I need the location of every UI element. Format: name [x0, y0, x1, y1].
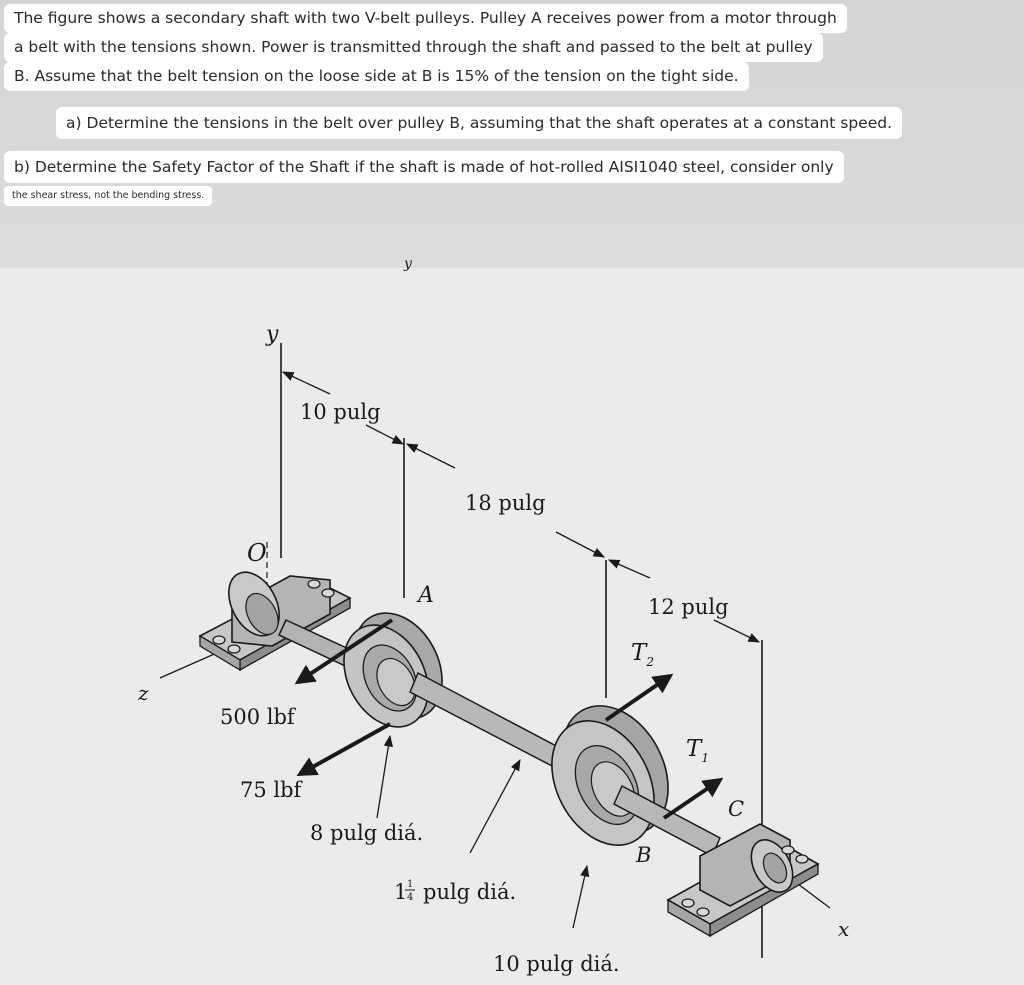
svg-text:4: 4 — [407, 892, 414, 903]
svg-text:1: 1 — [394, 880, 408, 904]
shaft-diagram — [0, 256, 1024, 985]
dim-10-label: 10 pulg — [300, 400, 381, 424]
leader-pulley-a — [377, 736, 390, 818]
stray-mark: y — [404, 256, 412, 272]
dim-18-arrow-left — [407, 444, 455, 468]
pulley-b-diameter-label: 10 pulg diá. — [493, 952, 620, 976]
part-b-question: b) Determine the Safety Factor of the Shaft if the shaft is made of hot-rolled AISI1040 steel, consider only — [4, 151, 844, 183]
part-a-question: a) Determine the tensions in the belt over pulley B, assuming that the shaft operates at a constant speed. — [56, 107, 902, 139]
leader-shaft — [470, 760, 520, 853]
intro-line-1: The figure shows a secondary shaft with two V-belt pulleys. Pulley A receives power from a motor through — [4, 4, 847, 33]
dim-12-arrow-right — [714, 620, 759, 642]
tension-t1-label: $T_1$ — [686, 736, 709, 765]
y-axis-label: y — [266, 322, 279, 347]
pulley-a-diameter-label: 8 pulg diá. — [310, 821, 424, 845]
svg-text:1: 1 — [407, 879, 414, 890]
dim-10-arrow-left — [283, 372, 330, 394]
origin-label: O — [247, 539, 267, 567]
force-75-label: 75 lbf — [240, 778, 302, 802]
force-500-label: 500 lbf — [220, 705, 295, 729]
pulley-a — [327, 598, 460, 742]
point-c-label: C — [728, 797, 745, 821]
shaft-segment-ab — [410, 673, 560, 766]
pulley-b — [531, 687, 689, 862]
shaft-diameter-label — [394, 879, 516, 904]
dim-12-label: 12 pulg — [648, 595, 729, 619]
x-axis-label: x — [838, 917, 850, 941]
tension-t2-label: $T_2$ — [631, 640, 654, 669]
svg-text:pulg diá.: pulg diá. — [423, 880, 517, 904]
tension-t2-arrow — [606, 676, 670, 720]
dim-18-label: 18 pulg — [465, 491, 546, 515]
tension-t1-arrow — [664, 780, 720, 818]
dim-10-arrow-right — [366, 425, 403, 444]
problem-statement — [0, 0, 1024, 268]
dim-12-arrow-left — [609, 560, 650, 578]
leader-pulley-b — [573, 866, 587, 928]
force-75-arrow — [300, 724, 390, 774]
dim-18-arrow-right — [556, 532, 604, 557]
z-axis-label: z — [138, 681, 149, 705]
intro-line-2: a belt with the tensions shown. Power is transmitted through the shaft and passed to the belt at pulley — [4, 33, 823, 62]
intro-line-3: B. Assume that the belt tension on the loose side at B is 15% of the tension on the tight side. — [4, 62, 749, 91]
point-b-label: B — [636, 843, 652, 867]
point-a-label: A — [418, 583, 434, 608]
part-b-note: the shear stress, not the bending stress. — [4, 186, 212, 206]
